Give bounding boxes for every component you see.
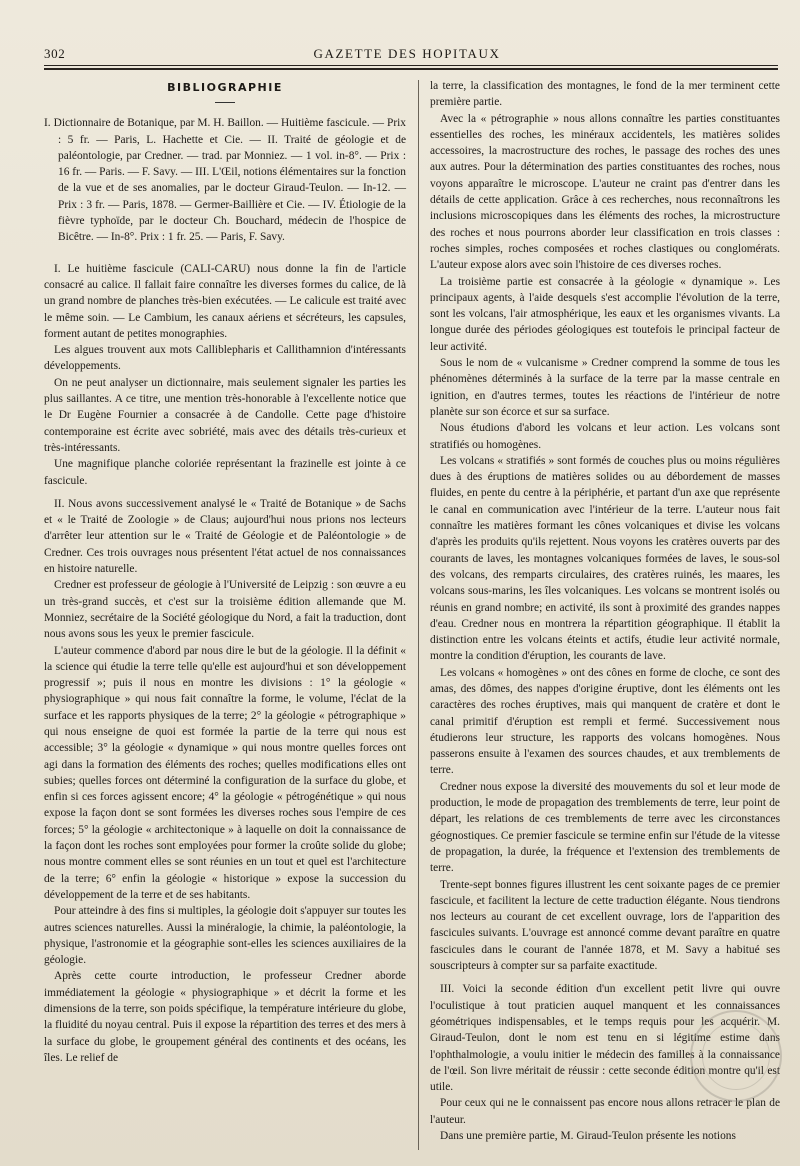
paragraph: Une magnifique planche coloriée représentant la frazinelle est jointe à ce fascicule. <box>44 458 406 487</box>
header-rule-thin <box>44 65 778 66</box>
journal-title: GAZETTE DES HOPITAUX <box>313 46 501 61</box>
paragraph: la terre, la classification des montagnes, le fond de la mer terminent cette première partie. <box>430 80 780 109</box>
title-rule <box>215 102 235 103</box>
paragraph: Après cette courte introduction, le professeur Credner aborde immédiatement la géologie « physiographique » et décrit la forme et les dimensions de la terre, son poids spécifique, la température intérieure du globe, la fluidité du noyau central. Puis il expose la répartition des terres et des mers à la surface du globe, le groupement général des continents et des océans, les îles. Le relief de <box>44 970 406 1064</box>
left-column <box>44 78 406 1066</box>
paragraph: Pour atteindre à des fins si multiples, la géologie doit s'appuyer sur toutes les autres sciences naturelles. Aussi la minéralogie, la chimie, la paléontologie, la physique, l'astronomie et la géographie sont-elles les sciences auxiliaires de la géologie. <box>44 905 406 967</box>
paragraph: Credner nous expose la diversité des mouvements du sol et leur mode de production, le mode de propagation des tremblements de terre, leur point de départ, les relations de ces tremblements de terre avec les circonstances géognostiques. Ce premier fascicule se termine enfin sur l'étude de la vitesse de propagation, la durée, la fréquence et l'extension des tremblements de terre. <box>430 780 780 875</box>
column-divider <box>418 80 419 1150</box>
paragraph: Les algues trouvent aux mots Calliblepharis et Callithamnion d'intéressants développements. <box>44 344 406 373</box>
paragraph: II. Nous avons successivement analysé le « Traité de Botanique » de Sachs et « le Traité de Zoologie » de Claus; aujourd'hui nous prions nos lecteurs d'arrêter leur attention sur le « Traité de Géologie et de Paléontologie » de Credner. Ces trois ouvrages nous présentent l'état actuel de nos connaissances en histoire naturelle. <box>44 497 406 576</box>
bibliography-entry: I. Dictionnaire de Botanique, par M. H. Baillon. — Huitième fascicule. — Prix : 5 fr. — Paris, L. Hachette et Cie. — II. Traité de géologie et de paléontologie, par Credner. — trad. par Monniez. — 1 vol. in-8°. — Prix : 16 fr. — Paris. — F. Savy. — III. L'Œil, notions élémentaires sur la fonction de la vue et de ses anomalies, par le docteur Giraud-Teulon. — In-12. — Prix : 3 fr. — Paris, 1878. — Germer-Baillière et Cie. — IV. Étiologie de la fièvre typhoïde, par le docteur Ch. Bouchard, médecin de l'hospice de Bicêtre. — In-8°. Prix : 1 fr. 25. — Paris, F. Savy. <box>44 117 406 244</box>
paragraph: Dans une première partie, M. Giraud-Teulon présente les notions <box>440 1130 736 1142</box>
right-column <box>430 78 780 1144</box>
paragraph: Les volcans « stratifiés » sont formés de couches plus ou moins régulières dues à des éruptions de matières solides ou au débordement de masses fluides, en pente du centre à la périphérie, et partant d'un axe que représente le canal en communication avec l'intérieur de la terre. L'auteur nous fait connaître les matières formant les cônes volcaniques et divise les volcans d'après les produits qu'ils rejettent. Nous voyons les cratères ouverts par des courants de laves, les montagnes volcaniques formées de laves, le sous-sol des volcans, des remparts circulaires, des cratères ruinés, les maares, les volcans sous-marins, les îles volcaniques. Les volcans se montrent isolés ou réunis en grand nombre; en activité, ils sont à proximité des grandes nappes d'eau. Credner nous en montrera la répartition géographique. Il établit la distinction entre les volcans éteints et actifs, étudie leur activité normale, montre la condition d'éruption, les courants de lave. <box>430 454 780 663</box>
paragraph: Avec la « pétrographie » nous allons connaître les parties constituantes essentielles des roches, les minéraux accidentels, les matières solides accessoires, la macrostructure des roches, le passage des roches des unes aux autres. Pour la détermination des parties constituantes des roches, nous voyons apparaître le microscope. L'auteur ne craint pas d'entrer dans les détails de cette application. Grâce à ces recherches, nous reconnaîtrons les inclusions microscopiques dans les éléments des roches, la microstructure des roches et nous pourrons aborder leur classification en trois classes : roches simples, roches composées et roches clastiques ou conglomérats. L'auteur expose alors avec soin l'histoire de ces diverses roches. <box>430 112 780 272</box>
paragraph: Nous étudions d'abord les volcans et leur action. Les volcans sont stratifiés ou homogènes. <box>430 422 780 451</box>
header-rule-thick <box>44 68 778 70</box>
page-number: 302 <box>44 46 66 61</box>
paragraph: La troisième partie est consacrée à la géologie « dynamique ». Les principaux agents, à l'aide desquels s'est accomplie l'évolution de la terre, sont les volcans, l'air atmosphérique, les eaux et les organismes vivants. La longue durée des périodes géologiques est toutefois le principal facteur de leur activité. <box>430 275 780 353</box>
page-header <box>44 44 770 64</box>
section-title: BIBLIOGRAPHIE <box>167 81 283 94</box>
paragraph: Credner est professeur de géologie à l'Université de Leipzig : son œuvre a eu un très-grand succès, et c'est sur la troisième édition allemande que M. Monniez, secrétaire de la Société géologique du Nord, a fait la traduction, dont nous avons sous les yeux le premier fascicule. <box>44 579 406 641</box>
paragraph: Les volcans « homogènes » ont des cônes en forme de cloche, ce sont des amas, des dômes, des nappes d'origine éruptive, dont les éléments ont les caractères des roches éruptives, mais qui manquent de cratère et dont le canal primitif d'éruption est rempli et fermé. Successivement nous étudierons leur structure, les rapports des volcans homogènes. Nous passerons ensuite à l'examen des sources chaudes, et aux tremblements de terre. <box>430 666 780 777</box>
paragraph: Pour ceux qui ne le connaissent pas encore nous allons retracer le plan de l'auteur. <box>430 1097 780 1126</box>
library-stamp <box>690 1010 782 1102</box>
paragraph: III. Voici la seconde édition d'un excellent petit livre qui ouvre l'oculistique à tout praticien auquel manquent et les connaissances géométriques indispensables, et le temps requis pour les acquérir. M. Giraud-Teulon, dont le nom est tenu en si légitime estime dans l'ophthalmologie, a voulu initier le médecin des familles à la connaissance de l'œil. Son livre méritait de réussir : cette seconde édition montre qu'il est utile. <box>430 983 780 1094</box>
paragraph: Trente-sept bonnes figures illustrent les cent soixante pages de ce premier fascicule, et facilitent la lecture de cette traduction élégante. Nous tiendrons nos lecteurs au courant de cet excellent ouvrage, lors de l'apparition des fascicules suivants. L'ouvrage est annoncé comme devant paraître en quatre fascicules dans le courant de l'année 1878, et M. Savy a habitué ses souscripteurs à compter sur sa parfaite exactitude. <box>430 878 780 973</box>
paragraph: On ne peut analyser un dictionnaire, mais seulement signaler les parties les plus saillantes. A ce titre, une mention très-honorable à l'excellente notice que le Dr Eugène Fournier a consacrée à de Candolle. Cette page d'histoire contemporaine est écrite avec sobriété, mais avec des détails très-curieux et très-intéressants. <box>44 376 406 454</box>
paragraph: Sous le nom de « vulcanisme » Credner comprend la somme de tous les phénomènes déterminés à la surface de la terre par la masse centrale en ignition, en d'autres termes, toutes les réactions de l'intérieur de notre planète sur son écorce et sur sa surface. <box>430 357 780 418</box>
paragraph: I. Le huitième fascicule (CALI-CARU) nous donne la fin de l'article consacré au calice. Il fallait faire connaître les diverses formes du calice, de là un grand nombre de planches très-bien exécutées. — Le calicule est traité avec le même soin. — Le Cambium, les canaux aériens et sécréteurs, les capsules, forment autant de petites monographies. <box>44 262 406 340</box>
bibliography-list <box>44 115 406 245</box>
paragraph: L'auteur commence d'abord par nous dire le but de la géologie. Il la définit « la science qui étudie la terre telle qu'elle est aujourd'hui et son développement progressif »; puis il nous en montre les divisions : 1° la géologie « physiographique » qui nous fait connaître la forme, le volume, l'éclat de la surface et les rapports physiques de la terre; 2° la géologie « pétrographique » qui nous enseigne de quoi est formée la partie de la terre qui nous est accessible; 3° la géologie « dynamique » qui nous montre quelles forces ont agi dans la formation des éléments des roches; quelles modifications elles ont subies; quelles forces ont déterminé la configuration de la surface du globe, et enfin si ces forces agissent encore; 4° la géologie « pétrogénétique » qui nous expose la façon dont se sont formées les diverses roches sous l'empire de ces forces; 5° la géologie « architectonique » à laquelle on doit la connaissance de la façon dont les roches sont employées pour former la croûte solide du globe; nous montre comment elles se sont réunies en un tout et quel est l'architecture de la terre; 6° enfin la géologie « historique » expose la succession du développement de la terre et de ses habitants. <box>44 644 406 901</box>
